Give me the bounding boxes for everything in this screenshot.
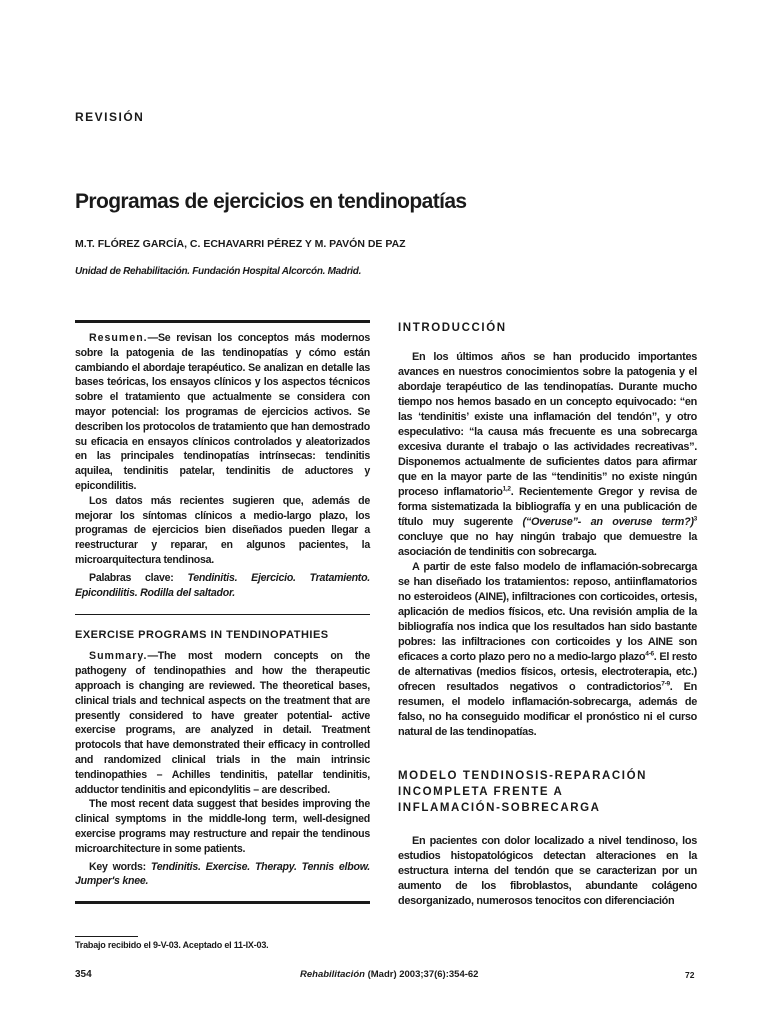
left-column: [75, 320, 370, 904]
abstract-en-keywords: Key words: Tendinitis. Exercise. Therapy. Tennis elbow. Jumper's knee.: [75, 860, 370, 888]
rule-top: [75, 320, 370, 323]
abstract-en-lead: Summary.: [89, 650, 148, 663]
affiliation: Unidad de Rehabilitación. Fundación Hospital Alcorcón. Madrid.: [75, 266, 362, 277]
model-p1: En pacientes con dolor localizado a nivel tendinoso, los estudios histopatológicos detectan alteraciones en la estructura interna del tendón que se caracterizan por un aumento de los fibroblastos, abundante colágeno desorganizado, numerosos tenocitos con diferenciación: [398, 835, 697, 907]
intro-p1: En los últimos años se han producido importantes avances en nuestros conocimientos sobre la patogenia y el abordaje terapéutico de las tendinopatías. Durante mucho tiempo nos hemos basado en un concepto equivocado: “en las ‘tendinitis’ existe una inflamación del tendón”, y otro especulativo: “la causa más frecuente es una sobrecarga excesiva durante el trabajo o las actividades recreativas”. Disponemos actualmente de suficientes datos para afirmar que en la mayor parte de las “tendinitis” no existe ningún proceso inflamatorio$^{1,2}$. Recientemente Gregor y revisa de forma sistematizada la bibliografía y en una publicación de título muy sugerente (“Overuse”- an overuse term?)$^3$ concluye que no hay ningún trabajo que demuestre la asociación de tendinitis con sobrecarga.: [398, 351, 697, 558]
footnote-rule: [75, 936, 138, 937]
rule-middle: [75, 614, 370, 615]
abstract-es-lead: Resumen.: [89, 332, 148, 344]
section-label: REVISIÓN: [75, 110, 145, 124]
abstract-es: [75, 331, 370, 600]
right-column: [398, 320, 697, 909]
page-number-right: 72: [685, 970, 695, 980]
abstract-en-p1: Summary.—The most modern concepts on the pathogeny of tendinopathies and how the therapeutic approach is changing are reviewed. The theoretical bases, clinical trials and technical aspects on the treatment that are presently considered to have greater potential- active exercise programs, are analyzed in detail. Treatment protocols that have demonstrated their efficacy in controlled and randomized clinical trials in the main intrinsic tendinopathies – Achilles tendinitis, patellar tendinitis, adductor tendinitis and epicondylitis – are described.: [75, 650, 370, 796]
model-heading: MODELO TENDINOSIS-REPARACIÓN INCOMPLETA FRENTE A INFLAMACIÓN-SOBRECARGA: [398, 770, 648, 814]
intro-text: [398, 350, 697, 740]
abstract-en: [75, 649, 370, 889]
model-text: [398, 834, 697, 909]
footnote: Trabajo recibido el 9-V-03. Aceptado el 11-IX-03.: [75, 940, 269, 950]
abstract-es-p1: Resumen.—Se revisan los conceptos más modernos sobre la patogenia de las tendinopatías y cómo están cambiando el abordaje terapéutico. Se analizan en detalle las bases teóricas, los ensayos clínicos y los aspectos técnicos sobre el tratamiento que actualmente se considera con mayor potencial: los programas de ejercicios activos. Se describen los protocolos de tratamiento que han demostrado su eficacia en ensayos clínicos controlados y aleatorizados en las principales tendinopatías intrínsecas: tendinitis aquilea, tendinitis patelar, tendinitis de aductores y epicondilitis.: [75, 332, 370, 492]
journal-reference: Rehabilitación (Madr) 2003;37(6):354-62: [300, 969, 479, 980]
intro-p2: A partir de este falso modelo de inflamación-sobrecarga se han diseñado los tratamientos: reposo, antiinflamatorios no esteroideos (AINE), infiltraciones con corticoides, ortesis, aplicación de medios físicos, etc. Una revisión amplia de la bibliografía nos indica que los resultados han sido bastante pobres: las infiltraciones con corticoides y los AINE son eficaces a corto plazo pero no a medio-largo plazo$^{4-6}$. El resto de alternativas (medios físicos, ortesis, electroterapia, etc.) ofrecen resultados negativos o contradictorios$^{7-9}$. En resumen, el modelo inflamación-sobrecarga, además de falso, no ha conseguido modificar el pronóstico ni el curso natural de las tendinopatías.: [398, 561, 698, 738]
rule-bottom: [75, 901, 370, 904]
authors: M.T. FLÓREZ GARCÍA, C. ECHAVARRI PÉREZ Y M. PAVÓN DE PAZ: [75, 238, 406, 250]
intro-heading: INTRODUCCIÓN: [398, 322, 507, 334]
page-number: 354: [75, 969, 92, 980]
abstract-en-p2: The most recent data suggest that besides improving the clinical symptoms in the middle-long term, well-designed exercise programs may restructure and repair the tendinous microarchitecture in some patients.: [75, 798, 370, 855]
abstract-en-heading: EXERCISE PROGRAMS IN TENDINOPATHIES: [75, 629, 329, 642]
article-title: Programas de ejercicios en tendinopatías: [75, 190, 467, 213]
abstract-es-p2: Los datos más recientes sugieren que, además de mejorar los síntomas clínicos a medio-largo plazo, los programas de ejercicios bien diseñados pueden llegar a reestructurar y reparar, en algunos pacientes, la microarquitectura tendinosa.: [75, 494, 370, 566]
abstract-es-keywords: Palabras clave: Tendinitis. Ejercicio. Tratamiento. Epicondilitis. Rodilla del saltador.: [75, 571, 370, 599]
